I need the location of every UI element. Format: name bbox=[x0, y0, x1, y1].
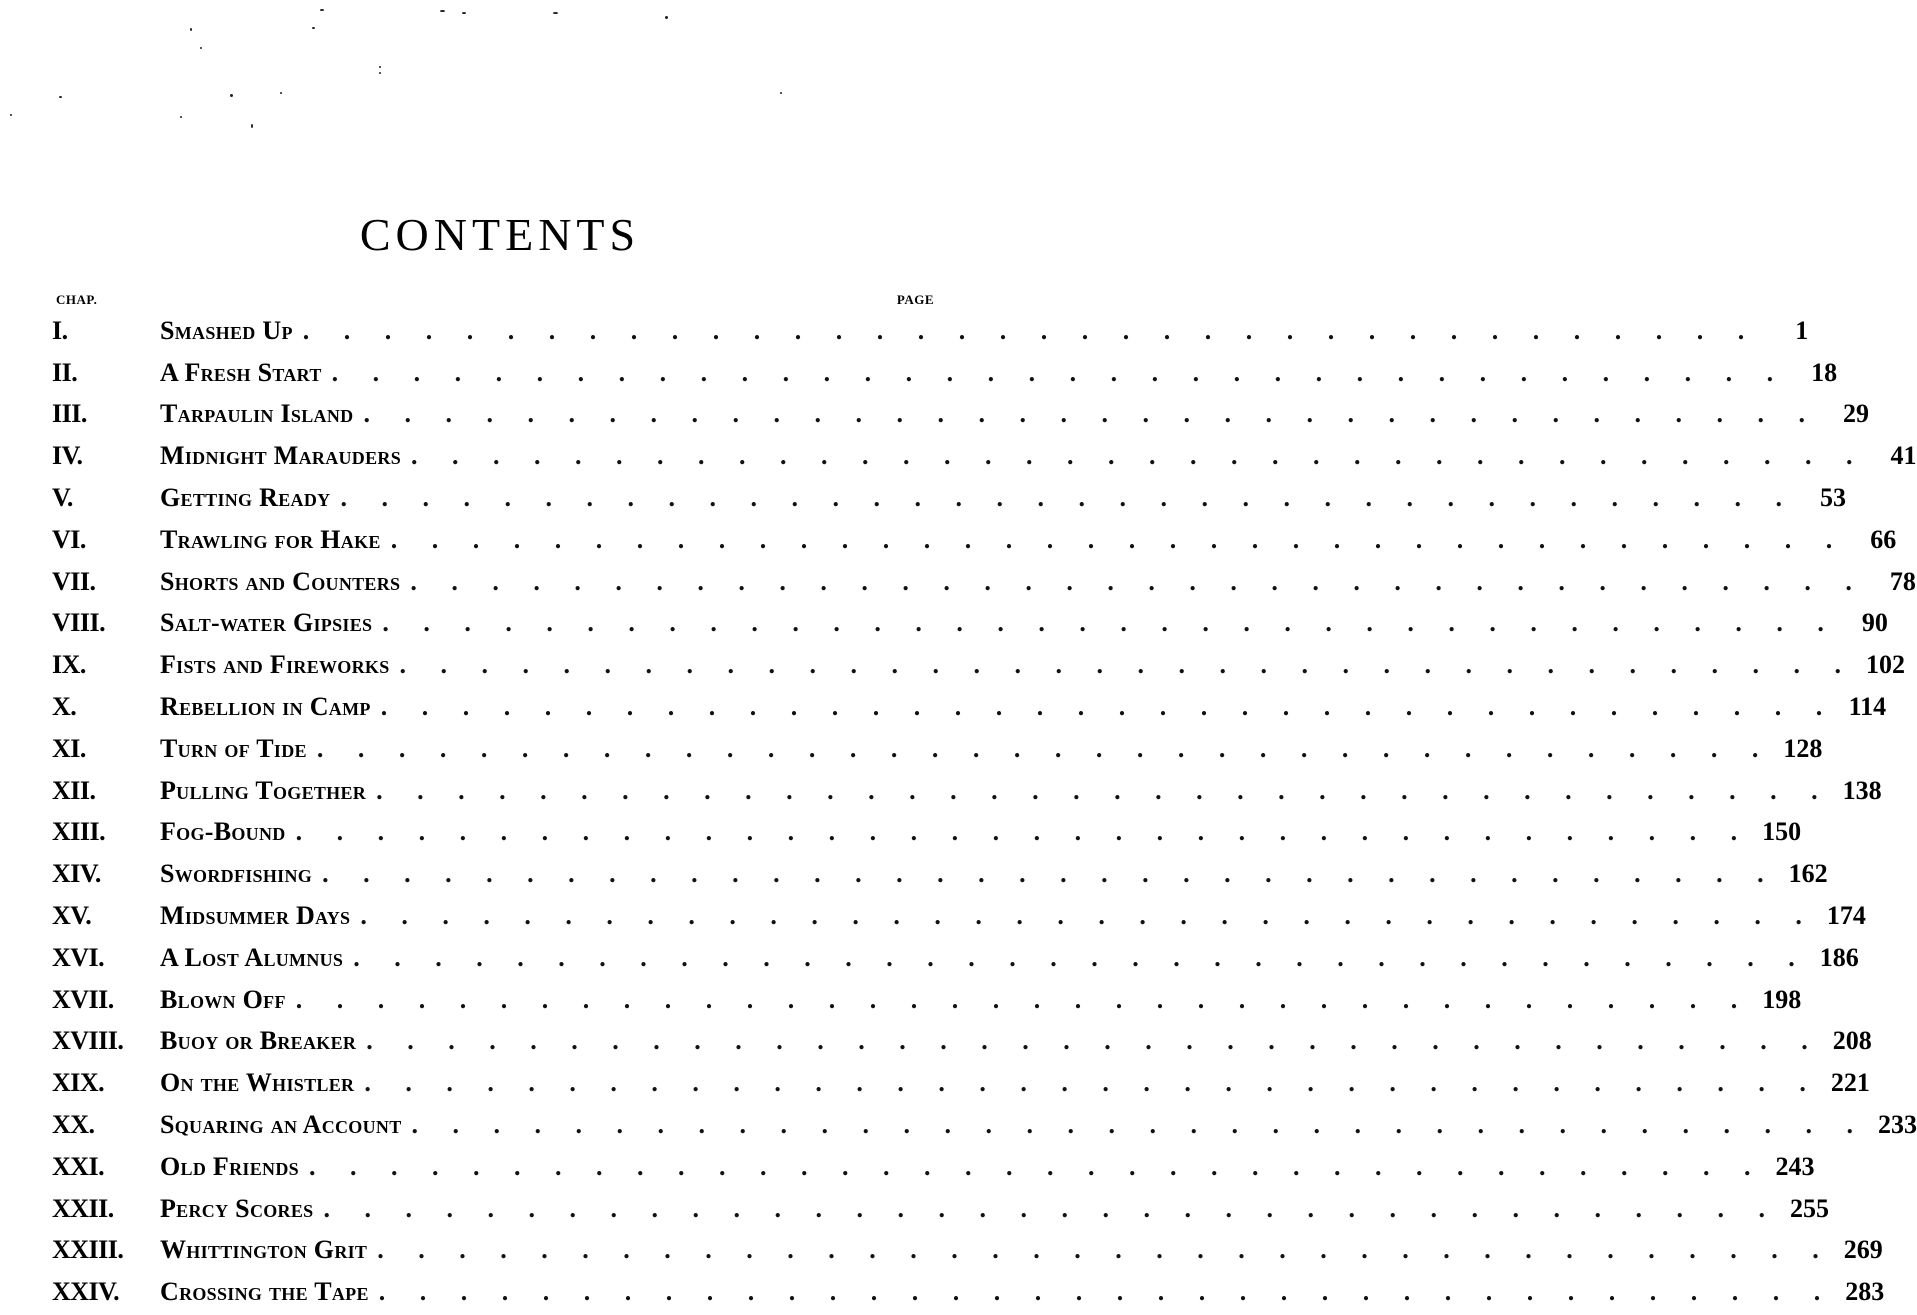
chapter-column-header: CHAP. bbox=[56, 292, 98, 307]
contents-entry bbox=[52, 310, 1809, 352]
dot-leader: . . . . . . . . . . . . . . . . . . . . . . . . . . . . . . . . . . . . bbox=[360, 901, 1816, 931]
page-title: CONTENTS bbox=[359, 209, 641, 260]
dot-leader: . . . . . . . . . . . . . . . . . . . . . . . . . . . . . . . . . . . . bbox=[308, 1151, 1765, 1181]
chapter-title: Midnight Marauders bbox=[160, 441, 402, 471]
page-number: 208 bbox=[1832, 1026, 1872, 1056]
chapter-number: XI. bbox=[52, 733, 86, 763]
contents-entry bbox=[52, 686, 1887, 728]
dot-leader: . . . . . . . . . . . . . . . . . . . . . . . . . . . . . . . . . . . . bbox=[353, 942, 1809, 972]
page-column-header: PAGE bbox=[896, 292, 934, 307]
chapter-title: Fists and Fireworks bbox=[160, 650, 390, 680]
chapter-title: Rebellion in Camp bbox=[160, 692, 371, 722]
contents-entry bbox=[52, 477, 1846, 519]
dot-leader: . . . . . . . . . . . . . . . . . . . . . . . . . . . . . . . . . . . . bbox=[376, 775, 1832, 805]
dot-leader: . . . . . . . . . . . . . . . . . . . . . . . . . . . . . . . . . . . . bbox=[382, 608, 1838, 638]
page-number: 128 bbox=[1783, 733, 1823, 763]
chapter-title: Blown Off bbox=[160, 984, 286, 1014]
chapter-number: VI. bbox=[52, 524, 86, 554]
dot-leader: . . . . . . . . . . . . . . . . . . . . . . . . . . . . . . . . . . . . bbox=[340, 483, 1796, 513]
chapter-title: A Fresh Start bbox=[160, 357, 322, 387]
page-number: 53 bbox=[1819, 483, 1846, 513]
chapter-title: Tarpaulin Island bbox=[160, 399, 354, 429]
chapter-number: IV. bbox=[52, 441, 83, 471]
page-number: 162 bbox=[1788, 859, 1828, 889]
dot-leader: . . . . . . . . . . . . . . . . . . . . . . . . . . . . . . . . . . . . bbox=[322, 859, 1778, 889]
page-number: 283 bbox=[1845, 1277, 1885, 1307]
page-number: 18 bbox=[1811, 357, 1838, 387]
dot-leader: . . . . . . . . . . . . . . . . . . . . . . . . . . . . . . . . . . . . bbox=[399, 650, 1856, 680]
chapter-title: Turn of Tide bbox=[160, 733, 307, 763]
dot-leader: . . . . . . . . . . . . . . . . . . . . . . . . . . . . . . . . . . . . bbox=[295, 817, 1752, 847]
dot-leader: . . . . . . . . . . . . . . . . . . . . . . . . . . . . . . . . . . . . bbox=[411, 441, 1867, 471]
contents-entry bbox=[52, 895, 1866, 937]
page-number: 269 bbox=[1843, 1235, 1883, 1265]
chapter-title: A Lost Alumnus bbox=[160, 942, 344, 972]
dot-leader: . . . . . . . . . . . . . . . . . . . . . . . . . . . . . . . . . . . . bbox=[390, 524, 1847, 554]
chapter-number: VIII. bbox=[52, 608, 106, 638]
chapter-number: XVIII. bbox=[52, 1026, 124, 1056]
chapter-number: II. bbox=[52, 357, 78, 387]
contents-entry bbox=[52, 979, 1802, 1021]
page-number: 29 bbox=[1842, 399, 1869, 429]
dot-leader: . . . . . . . . . . . . . . . . . . . . . . . . . . . . . . . . . . . . bbox=[364, 1068, 1820, 1098]
chapter-title: Shorts and Counters bbox=[160, 566, 401, 596]
contents-entry bbox=[52, 1271, 1885, 1313]
page-number: 78 bbox=[1889, 566, 1916, 596]
chapter-title: Squaring an Account bbox=[160, 1110, 402, 1140]
chapter-number: XXIV. bbox=[52, 1277, 120, 1307]
chapter-number: XIII. bbox=[52, 817, 106, 847]
chapter-title: Trawling for Hake bbox=[160, 524, 381, 554]
contents-list bbox=[52, 310, 1917, 1313]
contents-entry bbox=[52, 352, 1838, 394]
contents-entry bbox=[52, 1146, 1815, 1188]
chapter-number: I. bbox=[52, 315, 68, 345]
dot-leader: . . . . . . . . . . . . . . . . . . . . . . . . . . . . . . . . . . . . bbox=[378, 1277, 1835, 1307]
chapter-number: VII. bbox=[52, 566, 96, 596]
chapter-title: Crossing the Tape bbox=[160, 1277, 369, 1307]
chapter-title: Midsummer Days bbox=[160, 901, 351, 931]
contents-entry bbox=[52, 644, 1906, 686]
dot-leader: . . . . . . . . . . . . . . . . . . . . . . . . . . . . . . . . . . . . bbox=[302, 315, 1759, 345]
page-number: 221 bbox=[1830, 1068, 1870, 1098]
chapter-number: III. bbox=[52, 399, 87, 429]
chapter-number: XXI. bbox=[52, 1151, 105, 1181]
contents-entry bbox=[52, 394, 1869, 436]
page-number: 114 bbox=[1848, 692, 1887, 722]
chapter-number: XV. bbox=[52, 901, 92, 931]
chapter-title: Fog-Bound bbox=[160, 817, 286, 847]
page-number: 255 bbox=[1789, 1193, 1829, 1223]
contents-entry bbox=[52, 853, 1828, 895]
chapter-number: XIV. bbox=[52, 859, 101, 889]
chapter-title: Buoy or Breaker bbox=[160, 1026, 357, 1056]
dot-leader: . . . . . . . . . . . . . . . . . . . . . . . . . . . . . . . . . . . . bbox=[380, 692, 1837, 722]
page-number: 243 bbox=[1775, 1151, 1815, 1181]
dot-leader: . . . . . . . . . . . . . . . . . . . . . . . . . . . . . . . . . . . . bbox=[366, 1026, 1822, 1056]
contents-entry bbox=[52, 1230, 1883, 1272]
dot-leader: . . . . . . . . . . . . . . . . . . . . . . . . . . . . . . . . . . . . bbox=[323, 1193, 1779, 1223]
contents-entry bbox=[52, 519, 1897, 561]
page-number: 233 bbox=[1878, 1110, 1917, 1140]
page-number: 174 bbox=[1826, 901, 1866, 931]
contents-entry bbox=[52, 561, 1916, 603]
chapter-number: IX. bbox=[52, 650, 86, 680]
page-number: 150 bbox=[1762, 817, 1802, 847]
page-number: 90 bbox=[1861, 608, 1888, 638]
chapter-number: XX. bbox=[52, 1110, 95, 1140]
chapter-number: V. bbox=[52, 483, 73, 513]
chapter-title: Percy Scores bbox=[160, 1193, 314, 1223]
contents-entry bbox=[52, 435, 1917, 477]
contents-entry bbox=[52, 1104, 1917, 1146]
chapter-title: Getting Ready bbox=[160, 483, 331, 513]
page-number: 138 bbox=[1842, 775, 1882, 805]
chapter-title: Pulling Together bbox=[160, 775, 367, 805]
contents-entry bbox=[52, 603, 1888, 645]
page-number: 198 bbox=[1762, 984, 1802, 1014]
dot-leader: . . . . . . . . . . . . . . . . . . . . . . . . . . . . . . . . . . . . bbox=[410, 566, 1866, 596]
chapter-number: XVII. bbox=[52, 984, 114, 1014]
chapter-number: XII. bbox=[52, 775, 96, 805]
dot-leader: . . . . . . . . . . . . . . . . . . . . . . . . . . . . . . . . . . . . bbox=[331, 357, 1788, 387]
dot-leader: . . . . . . . . . . . . . . . . . . . . . . . . . . . . . . . . . . . . bbox=[316, 733, 1773, 763]
dot-leader: . . . . . . . . . . . . . . . . . . . . . . . . . . . . . . . . . . . . bbox=[377, 1235, 1833, 1265]
chapter-title: Swordfishing bbox=[160, 859, 313, 889]
page-number: 1 bbox=[1795, 315, 1809, 345]
chapter-title: On the Whistler bbox=[160, 1068, 355, 1098]
chapter-title: Salt-water Gipsies bbox=[160, 608, 373, 638]
contents-entry bbox=[52, 1062, 1870, 1104]
chapter-title: Old Friends bbox=[160, 1151, 299, 1181]
chapter-title: Smashed Up bbox=[160, 315, 293, 345]
contents-entry bbox=[52, 770, 1882, 812]
chapter-number: XIX. bbox=[52, 1068, 105, 1098]
chapter-number: XXIII. bbox=[52, 1235, 124, 1265]
page-number: 186 bbox=[1819, 942, 1859, 972]
contents-entry bbox=[52, 728, 1823, 770]
chapter-number: X. bbox=[52, 692, 77, 722]
dot-leader: . . . . . . . . . . . . . . . . . . . . . . . . . . . . . . . . . . . . bbox=[411, 1110, 1868, 1140]
contents-entry bbox=[52, 1188, 1829, 1230]
page-number: 41 bbox=[1890, 441, 1917, 471]
chapter-number: XXII. bbox=[52, 1193, 114, 1223]
dot-leader: . . . . . . . . . . . . . . . . . . . . . . . . . . . . . . . . . . . . bbox=[295, 984, 1752, 1014]
page-number: 102 bbox=[1866, 650, 1906, 680]
page-number: 66 bbox=[1870, 524, 1897, 554]
chapter-title: Whittington Grit bbox=[160, 1235, 368, 1265]
contents-entry bbox=[52, 937, 1859, 979]
chapter-number: XVI. bbox=[52, 942, 105, 972]
contents-entry bbox=[52, 1021, 1872, 1063]
dot-leader: . . . . . . . . . . . . . . . . . . . . . . . . . . . . . . . . . . . . bbox=[363, 399, 1819, 429]
contents-entry bbox=[52, 812, 1802, 854]
